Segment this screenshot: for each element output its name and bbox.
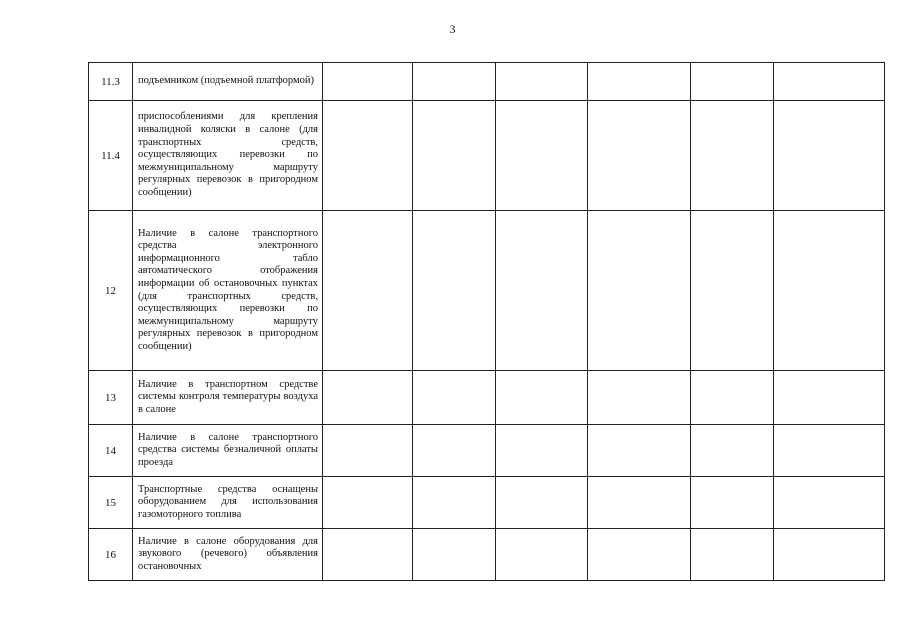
table-row <box>89 63 885 101</box>
row-number: 12 <box>89 211 133 371</box>
empty-cell <box>774 101 885 211</box>
row-number: 11.4 <box>89 101 133 211</box>
empty-cell <box>691 211 774 371</box>
row-number: 11.3 <box>89 63 133 101</box>
empty-cell <box>691 101 774 211</box>
empty-cell <box>774 477 885 529</box>
table-row <box>89 371 885 425</box>
empty-cell <box>588 101 691 211</box>
empty-cell <box>323 477 413 529</box>
row-description: Наличие в салоне транспортного средства системы безналичной оплаты проезда <box>133 425 323 477</box>
empty-cell <box>774 371 885 425</box>
empty-cell <box>588 63 691 101</box>
empty-cell <box>496 477 588 529</box>
row-description: Наличие в транспортном средстве системы контроля температуры воздуха в салоне <box>133 371 323 425</box>
empty-cell <box>323 529 413 581</box>
row-number: 16 <box>89 529 133 581</box>
empty-cell <box>323 211 413 371</box>
empty-cell <box>774 63 885 101</box>
row-description: Транспортные средства оснащены оборудованием для использования газомоторного топлива <box>133 477 323 529</box>
empty-cell <box>323 371 413 425</box>
row-number: 15 <box>89 477 133 529</box>
empty-cell <box>496 63 588 101</box>
empty-cell <box>413 63 496 101</box>
empty-cell <box>323 63 413 101</box>
empty-cell <box>413 371 496 425</box>
empty-cell <box>413 477 496 529</box>
empty-cell <box>588 371 691 425</box>
row-description: подъемником (подъемной платформой) <box>133 63 323 101</box>
empty-cell <box>413 425 496 477</box>
empty-cell <box>323 101 413 211</box>
empty-cell <box>496 425 588 477</box>
table-row <box>89 425 885 477</box>
table-row <box>89 101 885 211</box>
empty-cell <box>691 425 774 477</box>
empty-cell <box>496 371 588 425</box>
empty-cell <box>588 529 691 581</box>
table-row <box>89 477 885 529</box>
row-description: Наличие в салоне транспортного средства электронного информационного табло автоматического отображения информации об остановочных пунктах (для транспортных средств, осуществляющих перевозки по межмуниципальному маршруту регулярных перевозок в пригородном сообщении) <box>133 211 323 371</box>
empty-cell <box>691 477 774 529</box>
row-number: 13 <box>89 371 133 425</box>
empty-cell <box>413 211 496 371</box>
empty-cell <box>691 371 774 425</box>
empty-cell <box>691 63 774 101</box>
empty-cell <box>496 529 588 581</box>
empty-cell <box>413 101 496 211</box>
empty-cell <box>323 425 413 477</box>
row-description: Наличие в салоне оборудования для звукового (речевого) объявления остановочных <box>133 529 323 581</box>
empty-cell <box>774 211 885 371</box>
table-row <box>89 211 885 371</box>
row-description: приспособлениями для крепления инвалидной коляски в салоне (для транспортных средств, осуществляющих перевозки по межмуниципальному маршруту регулярных перевозок в пригородном сообщении) <box>133 101 323 211</box>
empty-cell <box>774 529 885 581</box>
empty-cell <box>588 477 691 529</box>
empty-cell <box>588 211 691 371</box>
empty-cell <box>413 529 496 581</box>
row-number: 14 <box>89 425 133 477</box>
criteria-table <box>88 62 885 581</box>
empty-cell <box>496 101 588 211</box>
empty-cell <box>691 529 774 581</box>
empty-cell <box>588 425 691 477</box>
table-row <box>89 529 885 581</box>
page-number: 3 <box>449 22 456 36</box>
empty-cell <box>774 425 885 477</box>
empty-cell <box>496 211 588 371</box>
